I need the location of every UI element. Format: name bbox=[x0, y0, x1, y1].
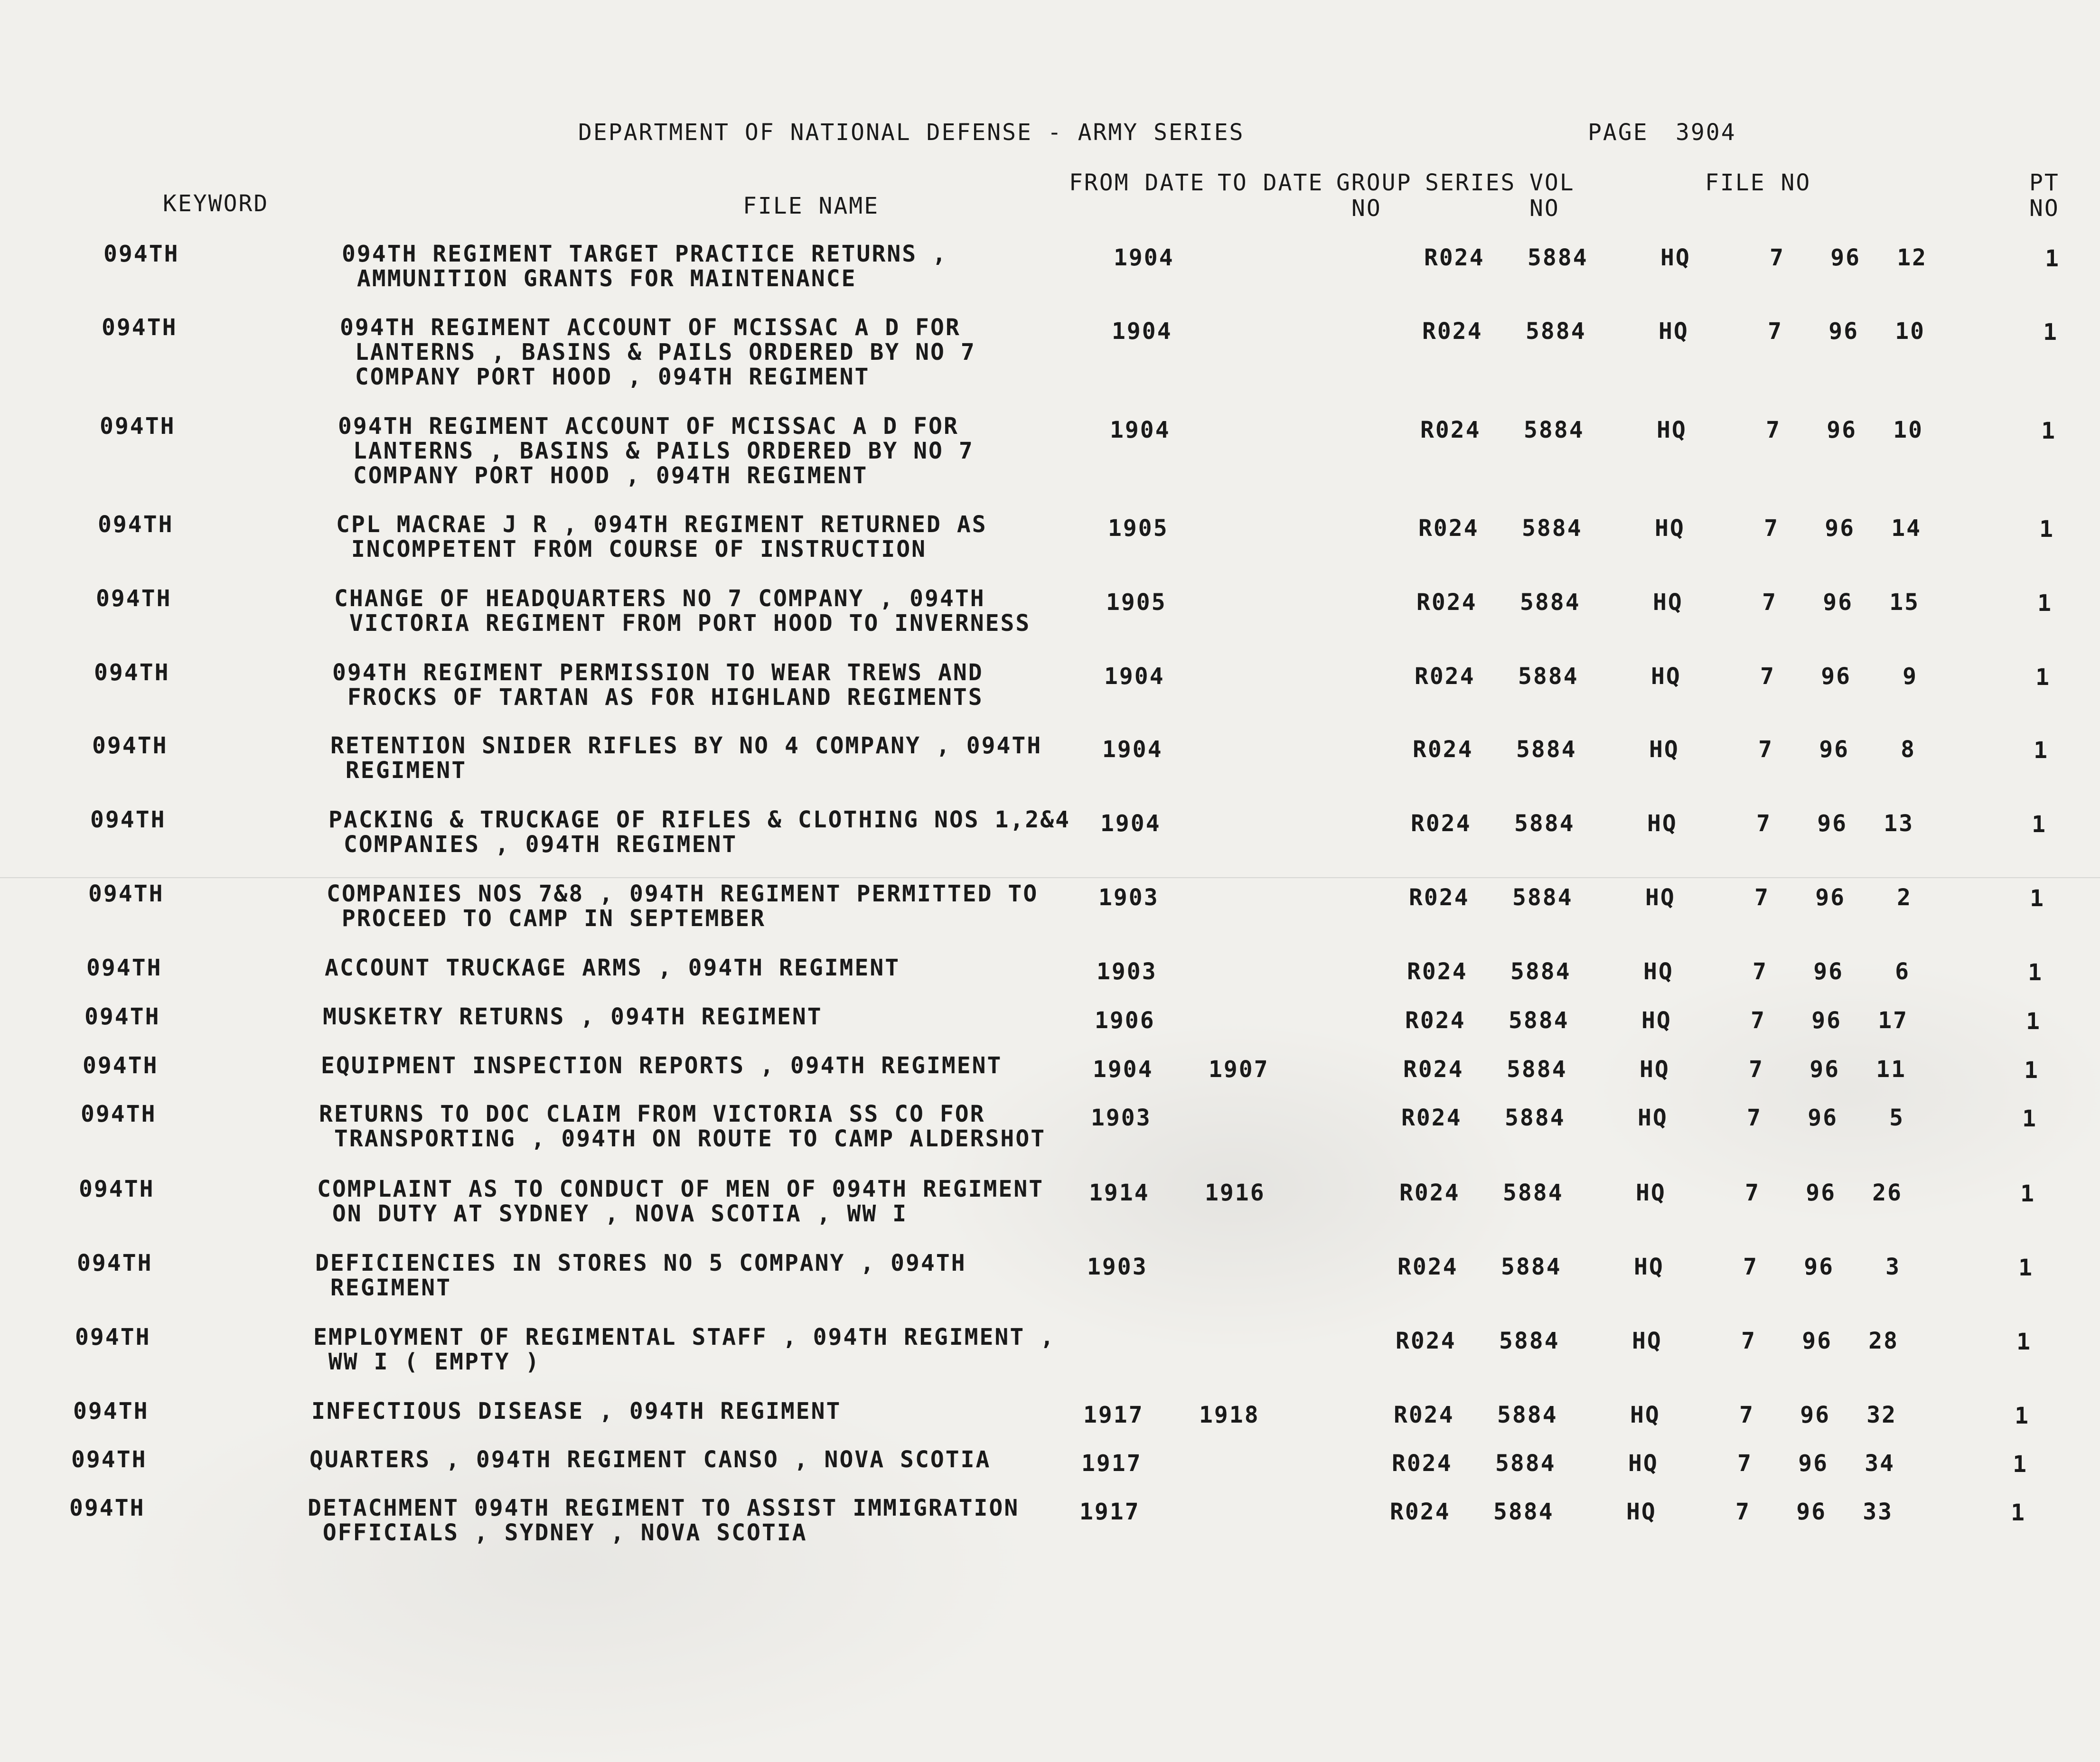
cell-file-no-part: 96 bbox=[1821, 663, 1851, 690]
cell-keyword: 094TH bbox=[98, 511, 174, 538]
cell-file-name-line: TRANSPORTING , 094TH ON ROUTE TO CAMP ALDERSHOT bbox=[319, 1125, 1046, 1152]
cell-file-name-line: COMPANY PORT HOOD , 094TH REGIMENT bbox=[338, 462, 868, 489]
cell-file-no-part: 7 bbox=[1762, 589, 1777, 616]
cell-file-name-line: DEFICIENCIES IN STORES NO 5 COMPANY , 094TH bbox=[315, 1250, 966, 1276]
cell-file-no-prefix: HQ bbox=[1641, 1007, 1672, 1034]
cell-file-no-part: 7 bbox=[1768, 318, 1783, 345]
column-header-group-no: NO bbox=[1351, 195, 1382, 222]
cell-from-date: 1904 bbox=[1100, 810, 1161, 837]
cell-file-no-part: 7 bbox=[1751, 1007, 1766, 1034]
cell-file-no-part: 96 bbox=[1800, 1402, 1830, 1428]
cell-pt-no: 1 bbox=[2039, 516, 2054, 543]
cell-file-no-prefix: HQ bbox=[1634, 1254, 1664, 1280]
cell-file-no-part: 17 bbox=[1878, 1007, 1908, 1034]
cell-series: R024 bbox=[1405, 1007, 1466, 1034]
cell-file-no-part: 96 bbox=[1798, 1450, 1828, 1477]
cell-file-no-part: 6 bbox=[1895, 958, 1910, 985]
cell-file-no-part: 10 bbox=[1893, 417, 1923, 443]
cell-file-no-prefix: HQ bbox=[1643, 958, 1674, 985]
cell-from-date: 1904 bbox=[1110, 417, 1171, 443]
cell-series: R024 bbox=[1409, 884, 1470, 911]
cell-vol-no: 5884 bbox=[1505, 1105, 1566, 1131]
cell-file-no-part: 7 bbox=[1766, 417, 1781, 443]
cell-file-no-part: 7 bbox=[1741, 1328, 1756, 1354]
cell-series: R024 bbox=[1401, 1105, 1462, 1131]
cell-file-no-prefix: HQ bbox=[1647, 810, 1678, 837]
cell-from-date: 1917 bbox=[1083, 1402, 1144, 1428]
cell-file-no-part: 7 bbox=[1749, 1056, 1764, 1083]
cell-file-no-part: 8 bbox=[1901, 736, 1916, 763]
cell-file-name-line: COMPANIES , 094TH REGIMENT bbox=[328, 831, 738, 858]
cell-file-no-part: 15 bbox=[1889, 589, 1920, 616]
cell-vol-no: 5884 bbox=[1499, 1328, 1560, 1354]
cell-keyword: 094TH bbox=[75, 1324, 151, 1350]
cell-file-no-part: 96 bbox=[1827, 417, 1857, 443]
cell-pt-no: 1 bbox=[2043, 319, 2058, 346]
cell-keyword: 094TH bbox=[84, 1003, 160, 1030]
cell-vol-no: 5884 bbox=[1510, 958, 1571, 985]
column-header-pt-no: NO bbox=[2029, 195, 2060, 222]
column-header-vol: VOL bbox=[1529, 169, 1575, 196]
cell-pt-no: 1 bbox=[2011, 1500, 2026, 1526]
cell-file-no-part: 7 bbox=[1764, 515, 1779, 542]
cell-series: R024 bbox=[1397, 1254, 1458, 1280]
cell-series: R024 bbox=[1394, 1402, 1454, 1428]
cell-file-no-prefix: HQ bbox=[1659, 318, 1689, 345]
cell-file-name-line: EMPLOYMENT OF REGIMENTAL STAFF , 094TH REGIMENT , bbox=[313, 1324, 1056, 1350]
cell-file-name-line: VICTORIA REGIMENT FROM PORT HOOD TO INVERNESS bbox=[334, 610, 1031, 637]
column-header-vol-no: NO bbox=[1529, 195, 1560, 222]
cell-vol-no: 5884 bbox=[1503, 1180, 1564, 1206]
cell-file-no-prefix: HQ bbox=[1640, 1056, 1670, 1083]
cell-vol-no: 5884 bbox=[1518, 663, 1579, 690]
cell-file-no-part: 28 bbox=[1868, 1328, 1899, 1354]
page-number: 3904 bbox=[1676, 119, 1736, 146]
cell-pt-no: 1 bbox=[2032, 811, 2047, 838]
cell-vol-no: 5884 bbox=[1520, 589, 1581, 616]
cell-file-no-part: 96 bbox=[1813, 958, 1844, 985]
cell-vol-no: 5884 bbox=[1512, 884, 1573, 911]
cell-file-no-part: 96 bbox=[1802, 1328, 1832, 1354]
column-header-group: GROUP bbox=[1336, 169, 1412, 196]
cell-series: R024 bbox=[1422, 318, 1483, 345]
cell-series: R024 bbox=[1392, 1450, 1453, 1477]
cell-file-name-line: 094TH REGIMENT ACCOUNT OF MCISSAC A D FOR bbox=[340, 314, 961, 341]
cell-to-date: 1916 bbox=[1205, 1180, 1266, 1206]
cell-series: R024 bbox=[1415, 663, 1475, 690]
cell-file-no-prefix: HQ bbox=[1626, 1499, 1657, 1525]
cell-series: R024 bbox=[1403, 1056, 1464, 1083]
cell-file-name-line: PACKING & TRUCKAGE OF RIFLES & CLOTHING NOS 1,2&4 bbox=[328, 806, 1071, 833]
cell-vol-no: 5884 bbox=[1528, 244, 1588, 271]
cell-series: R024 bbox=[1416, 589, 1477, 616]
cell-vol-no: 5884 bbox=[1514, 810, 1575, 837]
cell-keyword: 094TH bbox=[96, 585, 172, 612]
cell-file-name-line: ON DUTY AT SYDNEY , NOVA SCOTIA , WW I bbox=[317, 1200, 908, 1227]
cell-pt-no: 1 bbox=[2022, 1106, 2037, 1132]
cell-pt-no: 1 bbox=[2041, 418, 2056, 444]
cell-file-no-part: 96 bbox=[1804, 1254, 1834, 1280]
cell-pt-no: 1 bbox=[2018, 1255, 2034, 1281]
cell-file-name-line: COMPANY PORT HOOD , 094TH REGIMENT bbox=[340, 364, 870, 390]
cell-file-no-part: 3 bbox=[1885, 1254, 1901, 1280]
cell-vol-no: 5884 bbox=[1507, 1056, 1567, 1083]
cell-pt-no: 1 bbox=[2045, 245, 2060, 272]
column-header-file-no: FILE NO bbox=[1705, 169, 1811, 196]
cell-file-name-line: PROCEED TO CAMP IN SEPTEMBER bbox=[327, 905, 766, 932]
cell-file-no-part: 7 bbox=[1737, 1450, 1753, 1477]
cell-pt-no: 1 bbox=[2024, 1057, 2039, 1084]
cell-series: R024 bbox=[1399, 1180, 1460, 1206]
cell-from-date: 1904 bbox=[1114, 244, 1174, 271]
cell-pt-no: 1 bbox=[2030, 885, 2045, 912]
cell-file-no-part: 33 bbox=[1863, 1499, 1893, 1525]
column-header-keyword: KEYWORD bbox=[163, 190, 269, 217]
page-label: PAGE bbox=[1588, 119, 1649, 146]
cell-file-no-part: 7 bbox=[1739, 1402, 1754, 1428]
cell-file-no-prefix: HQ bbox=[1660, 244, 1691, 271]
cell-file-no-part: 96 bbox=[1819, 736, 1849, 763]
cell-pt-no: 1 bbox=[2028, 959, 2043, 986]
cell-series: R024 bbox=[1390, 1499, 1451, 1525]
cell-from-date: 1906 bbox=[1095, 1007, 1155, 1034]
cell-file-name-line: 094TH REGIMENT TARGET PRACTICE RETURNS , bbox=[342, 241, 947, 267]
cell-file-no-part: 96 bbox=[1825, 515, 1855, 542]
cell-file-no-part: 96 bbox=[1796, 1499, 1827, 1525]
cell-file-name-line: COMPANIES NOS 7&8 , 094TH REGIMENT PERMITTED TO bbox=[327, 881, 1039, 907]
cell-file-no-prefix: HQ bbox=[1632, 1328, 1662, 1354]
cell-from-date: 1905 bbox=[1106, 589, 1167, 616]
cell-keyword: 094TH bbox=[73, 1398, 149, 1425]
cell-file-no-part: 9 bbox=[1903, 663, 1918, 690]
cell-keyword: 094TH bbox=[69, 1495, 145, 1521]
cell-from-date: 1904 bbox=[1104, 663, 1165, 690]
column-header-file-name: FILE NAME bbox=[743, 193, 880, 219]
cell-file-no-part: 96 bbox=[1830, 244, 1861, 271]
cell-file-name-line: COMPLAINT AS TO CONDUCT OF MEN OF 094TH REGIMENT bbox=[317, 1176, 1044, 1202]
cell-file-no-prefix: HQ bbox=[1655, 515, 1685, 542]
cell-file-no-part: 14 bbox=[1891, 515, 1922, 542]
cell-file-name-line: INFECTIOUS DISEASE , 094TH REGIMENT bbox=[311, 1398, 842, 1425]
cell-file-no-prefix: HQ bbox=[1657, 417, 1687, 443]
cell-vol-no: 5884 bbox=[1501, 1254, 1562, 1280]
cell-file-name-line: LANTERNS , BASINS & PAILS ORDERED BY NO 7 bbox=[338, 438, 974, 464]
cell-keyword: 094TH bbox=[90, 806, 166, 833]
cell-file-no-part: 96 bbox=[1808, 1105, 1838, 1131]
cell-to-date: 1907 bbox=[1209, 1056, 1269, 1083]
cell-file-name-line: FROCKS OF TARTAN AS FOR HIGHLAND REGIMENTS bbox=[332, 684, 984, 711]
cell-pt-no: 1 bbox=[2015, 1403, 2030, 1429]
cell-file-no-part: 26 bbox=[1872, 1180, 1903, 1206]
cell-pt-no: 1 bbox=[2016, 1329, 2032, 1355]
cell-keyword: 094TH bbox=[86, 955, 162, 981]
cell-file-name-line: REGIMENT bbox=[315, 1275, 452, 1301]
cell-file-no-prefix: HQ bbox=[1630, 1402, 1660, 1428]
cell-file-no-part: 7 bbox=[1758, 736, 1773, 763]
cell-file-name-line: LANTERNS , BASINS & PAILS ORDERED BY NO 7 bbox=[340, 339, 976, 366]
cell-file-no-part: 32 bbox=[1866, 1402, 1897, 1428]
cell-file-no-prefix: HQ bbox=[1628, 1450, 1659, 1477]
cell-file-name-line: WW I ( EMPTY ) bbox=[313, 1349, 541, 1375]
document-title: DEPARTMENT OF NATIONAL DEFENSE - ARMY SERIES bbox=[578, 119, 1245, 146]
cell-file-no-part: 34 bbox=[1865, 1450, 1895, 1477]
column-header-pt: PT bbox=[2029, 169, 2060, 196]
cell-file-no-part: 96 bbox=[1828, 318, 1859, 345]
cell-series: R024 bbox=[1420, 417, 1481, 443]
cell-file-no-part: 13 bbox=[1884, 810, 1914, 837]
cell-keyword: 094TH bbox=[81, 1101, 157, 1127]
cell-keyword: 094TH bbox=[83, 1052, 159, 1079]
cell-file-no-part: 7 bbox=[1770, 244, 1785, 271]
cell-pt-no: 1 bbox=[2026, 1008, 2041, 1035]
cell-from-date: 1904 bbox=[1093, 1056, 1153, 1083]
cell-pt-no: 1 bbox=[2035, 664, 2051, 691]
cell-vol-no: 5884 bbox=[1516, 736, 1577, 763]
cell-from-date: 1917 bbox=[1081, 1450, 1142, 1477]
cell-file-no-prefix: HQ bbox=[1651, 663, 1681, 690]
cell-file-no-part: 7 bbox=[1760, 663, 1775, 690]
page-fold-line bbox=[0, 877, 2100, 878]
cell-file-no-part: 7 bbox=[1745, 1180, 1760, 1206]
cell-file-no-prefix: HQ bbox=[1645, 884, 1676, 911]
cell-file-name-line: DETACHMENT 094TH REGIMENT TO ASSIST IMMIGRATION bbox=[308, 1495, 1020, 1521]
cell-from-date: 1903 bbox=[1091, 1105, 1152, 1131]
cell-file-name-line: CHANGE OF HEADQUARTERS NO 7 COMPANY , 094TH bbox=[334, 585, 985, 612]
cell-vol-no: 5884 bbox=[1493, 1499, 1554, 1525]
cell-from-date: 1903 bbox=[1097, 958, 1157, 985]
cell-series: R024 bbox=[1413, 736, 1473, 763]
cell-file-name-line: INCOMPETENT FROM COURSE OF INSTRUCTION bbox=[336, 536, 927, 562]
cell-file-name-line: OFFICIALS , SYDNEY , NOVA SCOTIA bbox=[308, 1519, 807, 1546]
column-header-series: SERIES bbox=[1425, 169, 1516, 196]
cell-file-no-part: 7 bbox=[1756, 810, 1772, 837]
cell-file-no-part: 5 bbox=[1889, 1105, 1904, 1131]
cell-file-name-line: 094TH REGIMENT ACCOUNT OF MCISSAC A D FOR bbox=[338, 413, 959, 440]
cell-file-no-part: 10 bbox=[1895, 318, 1925, 345]
cell-file-no-part: 7 bbox=[1747, 1105, 1762, 1131]
cell-pt-no: 1 bbox=[2013, 1451, 2028, 1478]
cell-file-no-part: 7 bbox=[1743, 1254, 1758, 1280]
cell-file-no-prefix: HQ bbox=[1653, 589, 1683, 616]
cell-file-no-part: 96 bbox=[1809, 1056, 1840, 1083]
cell-keyword: 094TH bbox=[100, 413, 176, 440]
cell-pt-no: 1 bbox=[2034, 737, 2049, 764]
cell-vol-no: 5884 bbox=[1509, 1007, 1569, 1034]
cell-file-name-line: MUSKETRY RETURNS , 094TH REGIMENT bbox=[323, 1003, 823, 1030]
cell-series: R024 bbox=[1411, 810, 1472, 837]
cell-keyword: 094TH bbox=[79, 1176, 155, 1202]
cell-file-name-line: AMMUNITION GRANTS FOR MAINTENANCE bbox=[342, 265, 857, 292]
cell-vol-no: 5884 bbox=[1497, 1402, 1558, 1428]
cell-from-date: 1903 bbox=[1087, 1254, 1148, 1280]
cell-keyword: 094TH bbox=[103, 241, 179, 267]
cell-file-name-line: QUARTERS , 094TH REGIMENT CANSO , NOVA SCOTIA bbox=[309, 1446, 991, 1473]
column-header-to-date: TO DATE bbox=[1218, 169, 1324, 196]
cell-pt-no: 1 bbox=[2037, 590, 2053, 617]
cell-file-name-line: RETURNS TO DOC CLAIM FROM VICTORIA SS CO FOR bbox=[319, 1101, 985, 1127]
cell-file-no-part: 96 bbox=[1817, 810, 1847, 837]
cell-series: R024 bbox=[1407, 958, 1468, 985]
cell-file-no-part: 7 bbox=[1753, 958, 1768, 985]
cell-file-name-line: REGIMENT bbox=[330, 757, 467, 784]
cell-from-date: 1917 bbox=[1079, 1499, 1140, 1525]
cell-file-no-part: 96 bbox=[1811, 1007, 1842, 1034]
cell-keyword: 094TH bbox=[71, 1446, 147, 1473]
cell-file-no-part: 11 bbox=[1876, 1056, 1906, 1083]
cell-file-name-line: EQUIPMENT INSPECTION REPORTS , 094TH REGIMENT bbox=[321, 1052, 1003, 1079]
cell-file-name-line: ACCOUNT TRUCKAGE ARMS , 094TH REGIMENT bbox=[325, 955, 900, 981]
cell-pt-no: 1 bbox=[2020, 1181, 2035, 1207]
cell-series: R024 bbox=[1418, 515, 1479, 542]
cell-file-no-part: 2 bbox=[1897, 884, 1912, 911]
cell-file-name-line: RETENTION SNIDER RIFLES BY NO 4 COMPANY , 094TH bbox=[330, 732, 1042, 759]
cell-file-no-part: 96 bbox=[1823, 589, 1853, 616]
cell-vol-no: 5884 bbox=[1495, 1450, 1556, 1477]
cell-from-date: 1903 bbox=[1098, 884, 1159, 911]
cell-from-date: 1914 bbox=[1089, 1180, 1150, 1206]
cell-file-name-line: 094TH REGIMENT PERMISSION TO WEAR TREWS AND bbox=[332, 659, 984, 686]
cell-file-name-line: CPL MACRAE J R , 094TH REGIMENT RETURNED AS bbox=[336, 511, 987, 538]
cell-keyword: 094TH bbox=[94, 659, 170, 686]
cell-vol-no: 5884 bbox=[1522, 515, 1583, 542]
cell-file-no-prefix: HQ bbox=[1636, 1180, 1666, 1206]
cell-series: R024 bbox=[1424, 244, 1485, 271]
cell-file-no-part: 96 bbox=[1815, 884, 1846, 911]
cell-file-no-prefix: HQ bbox=[1638, 1105, 1668, 1131]
cell-from-date: 1904 bbox=[1102, 736, 1163, 763]
cell-from-date: 1905 bbox=[1108, 515, 1169, 542]
cell-keyword: 094TH bbox=[77, 1250, 153, 1276]
cell-from-date: 1904 bbox=[1112, 318, 1172, 345]
column-header-from-date: FROM DATE bbox=[1069, 169, 1206, 196]
cell-to-date: 1918 bbox=[1199, 1402, 1260, 1428]
cell-keyword: 094TH bbox=[92, 732, 168, 759]
cell-file-no-part: 7 bbox=[1754, 884, 1770, 911]
cell-series: R024 bbox=[1396, 1328, 1456, 1354]
cell-file-no-part: 12 bbox=[1897, 244, 1927, 271]
cell-file-no-prefix: HQ bbox=[1649, 736, 1679, 763]
cell-file-no-part: 96 bbox=[1806, 1180, 1836, 1206]
cell-keyword: 094TH bbox=[88, 881, 164, 907]
cell-vol-no: 5884 bbox=[1526, 318, 1586, 345]
cell-vol-no: 5884 bbox=[1524, 417, 1584, 443]
cell-keyword: 094TH bbox=[102, 314, 178, 341]
cell-file-no-part: 7 bbox=[1735, 1499, 1751, 1525]
